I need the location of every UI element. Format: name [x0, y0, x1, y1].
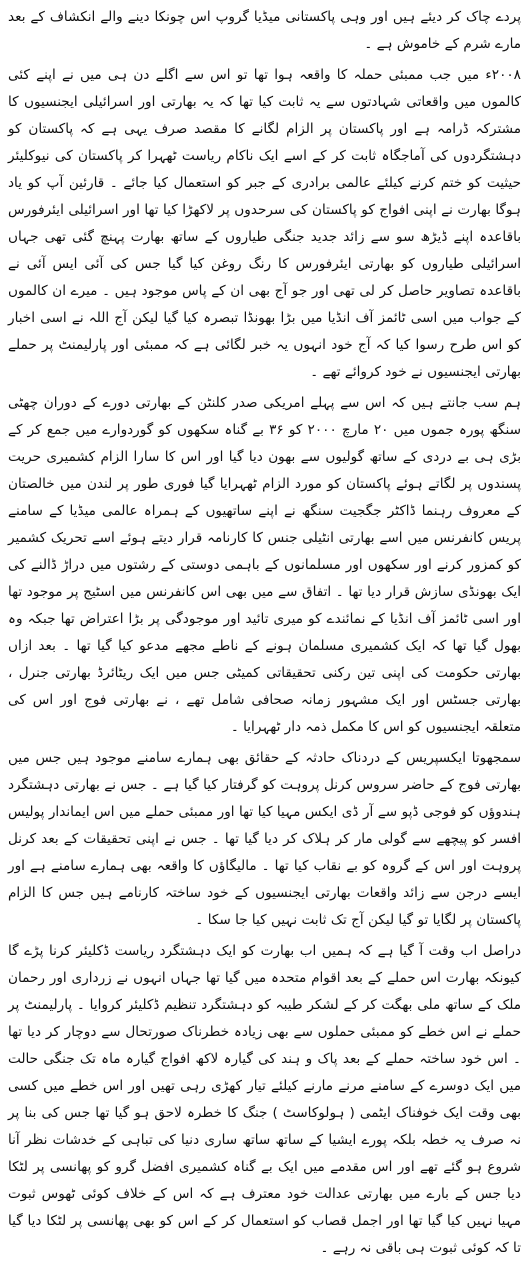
paragraph: سمجھوتا ایکسپریس کے دردناک حادثہ کے حقائق بھی ہمارے سامنے موجود ہیں جس میں بھارتی فوج کے حاضر سروس کرنل پروہت کو گرفتار کیا گیا ہے ۔ جس نے بھارتی دہشتگرد ہندوؤں کو فوجی ڈپو سے آر ڈی ایکس مہیا کیا تھا اور ممبئی حملے میں اس ایماندار پولیس افسر کو پیچھے سے گولی مار کر ہلاک کر دیا گیا تھا ۔ جس نے اپنی تحقیقات کے بعد کرنل پروہت اور اس کے گروہ کو بے نقاب کیا تھا ۔ مالیگاؤں کا واقعہ بھی ہمارے سامنے ہے اور ایسے درجن سے زائد واقعات بھارتی ایجنسیوں کے خود ساختہ کارنامے ہیں جس کا الزام پاکستان پر لگایا تو گیا لیکن آج تک ثابت نہیں کیا جا سکا ۔ — [8, 750, 521, 928]
paragraph: دراصل اب وقت آ گیا ہے کہ ہمیں اب بھارت کو ایک دہشتگرد ریاست ڈکلیئر کرنا پڑے گا کیونکہ بھارت اس حملے کے بعد اقوام متحدہ میں گیا تھا جہاں انہوں نے زرداری اور رحمان ملک کے ساتھ ملی بھگت کر کے لشکر طیبہ کو دہشتگرد تنظیم ڈکلیئر کروایا ۔ پارلیمنٹ پر حملے نے اس خطے کو ممبئی حملوں سے بھی زیادہ خطرناک صورتحال سے دوچار کر دیا تھا ۔ اس خود ساختہ حملے کے بعد پاک و ہند کی گیارہ لاکھ افواج گیارہ ماہ تک جنگی حالت میں ایک دوسرے کے سامنے مرنے مارنے کیلئے تیار کھڑی رہی تھیں اور اس خطے میں کسی بھی وقت ایک خوفناک ایٹمی ( ہولوکاسٹ ) جنگ کا خطرہ لاحق ہو گیا تھا جس کی بنا پر نہ صرف یہ خطہ بلکہ پورے ایشیا کے ساتھ ساتھ ساری دنیا کی تباہی کے خدشات نظر آنا شروع ہو گئے تھے اور اس مقدمے میں ایک بے گناہ کشمیری افضل گرو کو پھانسی پر لٹکا دیا جس کے بارے میں بھارتی عدالت خود معترف ہے کہ اس کے خلاف کوئی ٹھوس ثبوت مہیا نہیں کیا گیا تھا اور اجمل قصاب کو استعمال کر کے اس کو بھی پھانسی پر لٹکا دیا گیا تا کہ کوئی ثبوت ہی باقی نہ رہے ۔ — [8, 943, 521, 1256]
paragraph: ہم سب جانتے ہیں کہ اس سے پہلے امریکی صدر کلنٹن کے بھارتی دورے کے دوران چھٹی سنگھ پورہ جموں میں ۲۰ مارچ ۲۰۰۰ کو ۳۶ بے گناہ سکھوں کو گوردوارے میں جمع کر کے بڑی ہی بے دردی کے ساتھ گولیوں سے بھون دیا گیا اور اس کا سارا الزام کشمیری حریت پسندوں پر لگاتے ہوئے پاکستان کو مورد الزام ٹھہرایا گیا فوری طور پر لندن میں خالصتان کے معروف رہنما ڈاکٹر جگجیت سنگھ نے اپنے ساتھیوں کے ہمراہ عالمی میڈیا کے سامنے پریس کانفرنس میں اسے بھارتی انٹیلی جنس کا کارنامہ قرار دیتے ہوئے اسے تحریک کشمیر کو کمزور کرنے اور سکھوں اور مسلمانوں کے باہمی دوستی کے رشتوں میں دراڑ ڈالنے کی ایک بھونڈی سازش قرار دیا تھا ۔ اتفاق سے میں بھی اس کانفرنس میں اسٹیج پر موجود تھا اور اسی ٹائمز آف انڈیا کے نمائندے کو میری تائید اور موجودگی پر بڑا اعتراض تھا جبکہ وہ بھول گیا تھا کہ ایک کشمیری مسلمان ہونے کے ناطے مجھے مدعو کیا گیا تھا ۔ بعد ازاں بھارتی حکومت کی اپنی تین رکنی تحقیقاتی کمیٹی جس میں ایک ریٹائرڈ بھارتی جنرل ، بھارتی جسٹس اور ایک مشہور زمانہ صحافی شامل تھے ، نے بھارتی فوج اور اس کی متعلقہ ایجنسیوں کو اس کا مکمل ذمہ دار ٹھہرایا ۔ — [8, 395, 521, 735]
paragraph: ۲۰۰۸ء میں جب ممبئی حملہ کا واقعہ ہوا تھا تو اس سے اگلے دن ہی میں نے اپنے کئی کالموں میں واقعاتی شہادتوں سے یہ ثابت کیا تھا کہ یہ بھارتی اور اسرائیلی ایجنسیوں کا مشترکہ ڈرامہ ہے اور پاکستان پر الزام لگانے کا مقصد صرف یہی ہے کہ پاکستان کو دہشتگردوں کی آماجگاہ ثابت کر کے اسے ایک ناکام ریاست ٹھہرا کر پاکستان کی نیوکلیئر حیثیت کو ختم کرنے کیلئے عالمی برادری کے جبر کو استعمال کیا جائے ۔ قارئین آپ کو یاد ہوگا بھارت نے اپنی افواج کو پاکستان کی سرحدوں پر لاکھڑا کیا تھا اور اسرائیلی ایئرفورس باقاعدہ اپنے ڈیڑھ سو سے زائد جدید جنگی طیاروں کے ساتھ بھارت پہنچ گئی تھی جہاں اسرائیلی طیاروں کو بھارتی ایئرفورس کا رنگ روغن کیا گیا جس کی آئی ایس آئی نے باقاعدہ تصاویر حاصل کر لی تھی اور جو آج بھی ان کے پاس موجود ہیں ۔ میرے ان کالموں کے جواب میں اسی ٹائمز آف انڈیا میں بڑا بھونڈا تبصرہ کیا گیا لیکن آج اللہ نے اسی اخبار کو اس طرح رسوا کیا کہ آج خود انہوں یہ خبر لگائی ہے کہ ممبئی اور پارلیمنٹ پر حملے بھارتی ایجنسیوں نے خود کروائے تھے ۔ — [8, 67, 521, 380]
paragraph: پردے چاک کر دیئے ہیں اور وہی پاکستانی میڈیا گروپ اس چونکا دینے والے انکشاف کے بعد مارے شرم کے خاموش ہے ۔ — [8, 9, 521, 52]
